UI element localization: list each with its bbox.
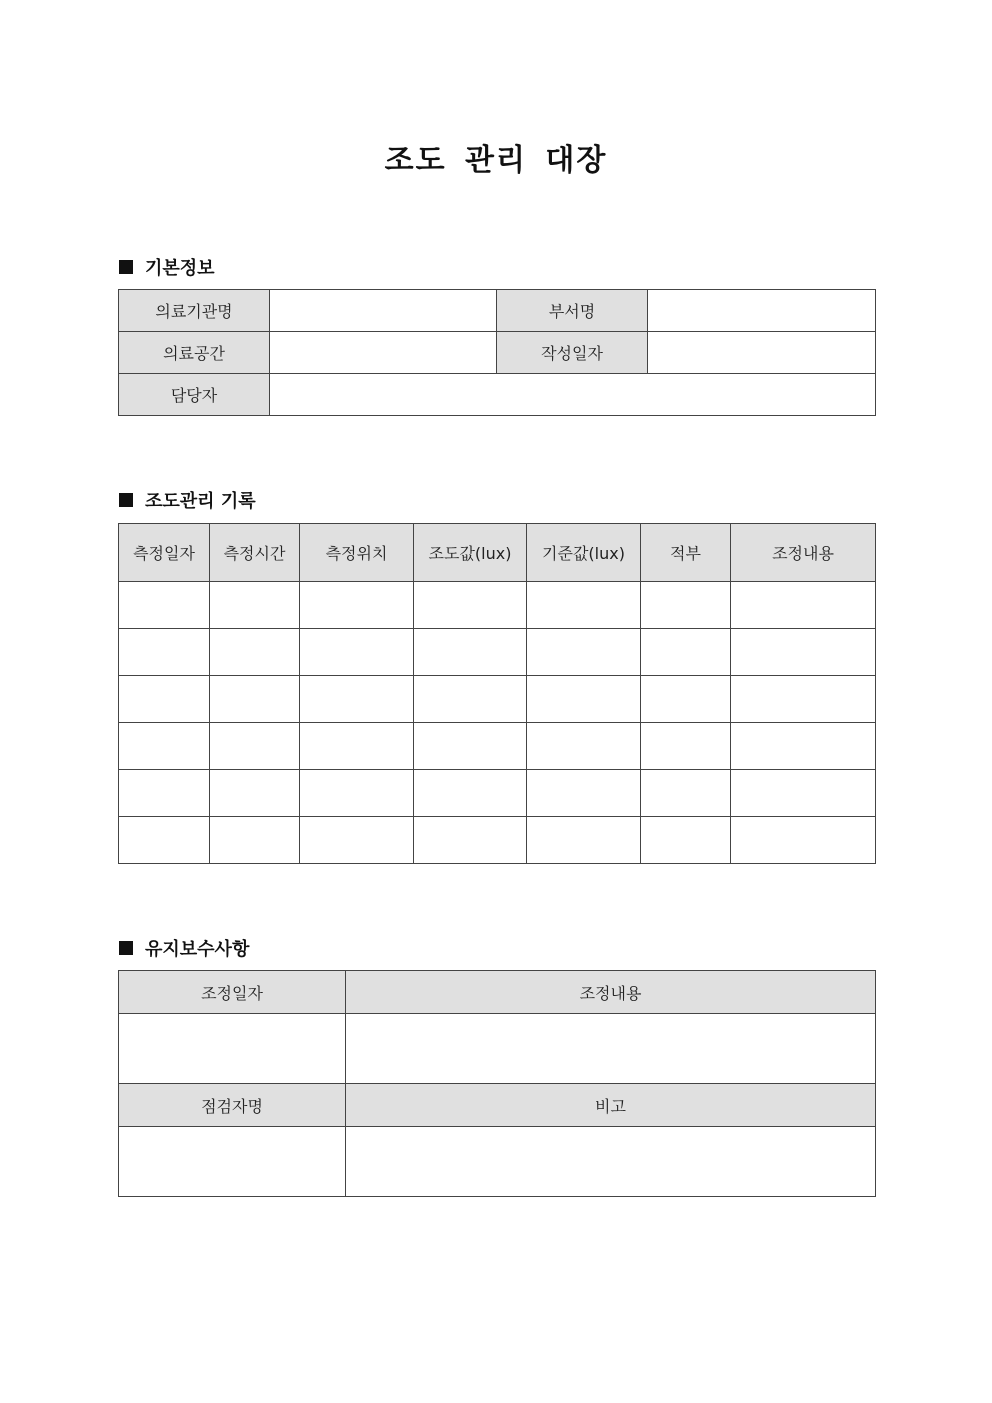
- date-field[interactable]: [648, 332, 876, 374]
- table-row: [119, 676, 876, 723]
- table-cell[interactable]: [300, 723, 414, 770]
- section-heading-maintenance: [119, 935, 249, 961]
- table-cell[interactable]: [210, 676, 300, 723]
- institution-field[interactable]: [270, 290, 497, 332]
- label-adjust-date: 조정일자: [119, 971, 346, 1014]
- table-cell[interactable]: [641, 582, 731, 629]
- table-cell[interactable]: [119, 582, 210, 629]
- table-cell[interactable]: [527, 676, 641, 723]
- table-cell[interactable]: [527, 582, 641, 629]
- page-title: 조도 관리 대장: [384, 143, 608, 178]
- table-cell[interactable]: [731, 817, 876, 864]
- table-cell[interactable]: [119, 676, 210, 723]
- adjust-content-field[interactable]: [346, 1014, 876, 1084]
- table-cell[interactable]: [300, 817, 414, 864]
- table-cell[interactable]: [414, 723, 527, 770]
- inspector-field[interactable]: [119, 1127, 346, 1197]
- table-cell[interactable]: [300, 770, 414, 817]
- table-cell[interactable]: [527, 723, 641, 770]
- label-manager: 담당자: [119, 374, 270, 416]
- table-row: [119, 817, 876, 864]
- table-cell[interactable]: [641, 770, 731, 817]
- remarks-field[interactable]: [346, 1127, 876, 1197]
- space-field[interactable]: [270, 332, 497, 374]
- table-cell[interactable]: [119, 817, 210, 864]
- table-cell[interactable]: [300, 629, 414, 676]
- label-inspector: 점검자명: [119, 1084, 346, 1127]
- table-cell[interactable]: [641, 629, 731, 676]
- table-cell[interactable]: [210, 817, 300, 864]
- table-row: [119, 770, 876, 817]
- table-cell[interactable]: [641, 817, 731, 864]
- table-cell[interactable]: [210, 723, 300, 770]
- table-cell[interactable]: [527, 817, 641, 864]
- label-department: 부서명: [497, 290, 648, 332]
- table-cell[interactable]: [119, 770, 210, 817]
- adjust-date-field[interactable]: [119, 1014, 346, 1084]
- label-remarks: 비고: [346, 1084, 876, 1127]
- table-row: [119, 582, 876, 629]
- label-adjust-content: 조정내용: [346, 971, 876, 1014]
- column-header: 측정위치: [300, 524, 414, 582]
- label-date: 작성일자: [497, 332, 648, 374]
- table-cell[interactable]: [119, 629, 210, 676]
- table-cell[interactable]: [210, 582, 300, 629]
- column-header: 조도값(lux): [414, 524, 527, 582]
- column-header: 측정시간: [210, 524, 300, 582]
- table-cell[interactable]: [119, 723, 210, 770]
- square-bullet-icon: [119, 260, 133, 274]
- square-bullet-icon: [119, 941, 133, 955]
- table-cell[interactable]: [641, 676, 731, 723]
- table-cell[interactable]: [414, 676, 527, 723]
- section-heading-basic: [119, 254, 215, 280]
- section-heading-records: [119, 487, 256, 513]
- column-header: 적부: [641, 524, 731, 582]
- maintenance-table: [118, 970, 876, 1197]
- table-cell[interactable]: [414, 629, 527, 676]
- section-heading-label: 기본정보: [145, 258, 215, 279]
- column-header: 측정일자: [119, 524, 210, 582]
- table-cell[interactable]: [210, 629, 300, 676]
- table-cell[interactable]: [527, 629, 641, 676]
- table-cell[interactable]: [300, 676, 414, 723]
- table-cell[interactable]: [414, 817, 527, 864]
- table-cell[interactable]: [300, 582, 414, 629]
- table-cell[interactable]: [731, 629, 876, 676]
- section-heading-label: 유지보수사항: [145, 939, 250, 960]
- column-header: 기준값(lux): [527, 524, 641, 582]
- table-cell[interactable]: [414, 582, 527, 629]
- manager-field[interactable]: [270, 374, 876, 416]
- label-institution: 의료기관명: [119, 290, 270, 332]
- basic-info-table: [118, 289, 876, 416]
- table-cell[interactable]: [731, 676, 876, 723]
- table-cell[interactable]: [731, 723, 876, 770]
- records-table: [118, 523, 876, 864]
- label-space: 의료공간: [119, 332, 270, 374]
- column-header: 조정내용: [731, 524, 876, 582]
- table-cell[interactable]: [210, 770, 300, 817]
- section-heading-label: 조도관리 기록: [145, 491, 256, 512]
- table-cell[interactable]: [414, 770, 527, 817]
- table-row: [119, 723, 876, 770]
- square-bullet-icon: [119, 493, 133, 507]
- table-cell[interactable]: [731, 770, 876, 817]
- table-cell[interactable]: [641, 723, 731, 770]
- table-cell[interactable]: [731, 582, 876, 629]
- table-cell[interactable]: [527, 770, 641, 817]
- department-field[interactable]: [648, 290, 876, 332]
- table-row: [119, 629, 876, 676]
